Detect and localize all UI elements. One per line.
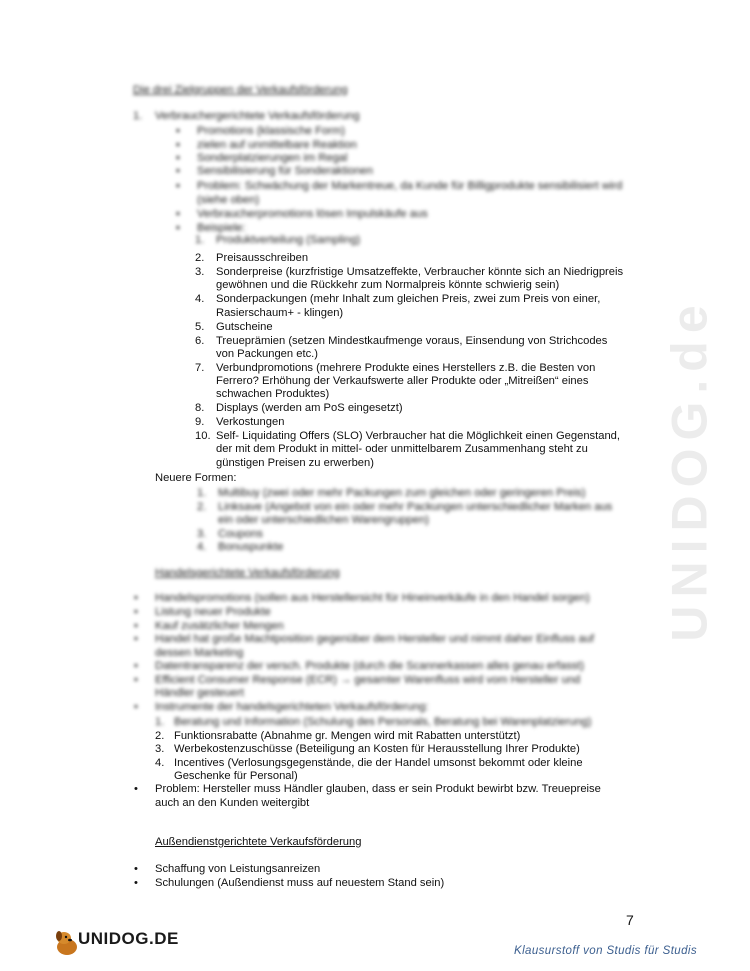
instrument-text: Incentives (Verlosungsgegenstände, die der Handel umsonst bekommt oder kleine	[174, 756, 583, 769]
bullet-marker: •	[134, 783, 138, 795]
bullet-marker: ▪	[176, 180, 180, 192]
newer-number: 4.	[197, 541, 207, 554]
page-number: 7	[626, 912, 634, 928]
section2-bullet: Handel hat große Machtposition gegenüber dem Hersteller und nimmt daher Einfluss auf	[155, 633, 595, 646]
section1-bullet: zielen auf unmittelbare Reaktion	[197, 139, 357, 151]
instrument-number: 1.	[155, 716, 165, 728]
section2-bullet: Instrumente der handelsgerichteten Verkaufsförderung:	[155, 701, 429, 714]
section1-bullet: Promotions (klassische Form)	[197, 125, 345, 137]
unidog-logo	[52, 926, 179, 960]
newer-number: 3.	[197, 527, 207, 540]
section3-title: Außendienstgerichtete Verkaufsförderung	[155, 836, 362, 848]
example-text: Sonderpackungen (mehr Inhalt zum gleichen Preis, zwei zum Preis von einer,	[216, 293, 601, 306]
example-number: 3.	[195, 266, 205, 279]
example-text: Verkostungen	[216, 416, 285, 429]
bullet-marker: •	[134, 619, 138, 632]
example-text: von Packungen etc.)	[216, 347, 318, 360]
example-text: Produktverteilung (Sampling)	[216, 234, 361, 246]
instrument-number: 4.	[155, 756, 165, 769]
section2-bullet: Händler gesteuert	[155, 687, 244, 700]
section1-bullet: Beispiele:	[197, 222, 246, 234]
instrument-text: Geschenke für Personal)	[174, 770, 298, 782]
bullet-marker: •	[134, 605, 138, 618]
section1-bullet: Verbraucherpromotions lösen Impulskäufe aus	[197, 208, 428, 220]
bullet-marker: ▪	[176, 222, 180, 234]
section1-bullet: Problem: Schwächung der Markentreue, da Kunde für Billigprodukte sensibilisiert wird	[197, 180, 623, 192]
example-number: 10.	[195, 430, 211, 443]
bullet-marker: ▪	[176, 125, 180, 137]
instrument-text: Werbekostenzuschüsse (Beteiligung an Kosten für Herausstellung Ihrer Produkte)	[174, 743, 580, 756]
example-text: Gutscheine	[216, 320, 273, 333]
watermark-text: UNIDOG.de	[661, 297, 718, 642]
watermark	[640, 255, 718, 675]
section2-bullet: Efficient Consumer Response (ECR) → gesamter Warenfluss wird vom Hersteller und	[155, 674, 581, 687]
example-text: Verbundpromotions (mehrere Produkte eines Herstellers z.B. die Besten von	[216, 361, 596, 374]
section1-bullet: Sensibilisierung für Sonderaktionen	[197, 165, 374, 177]
example-text: Self- Liquidating Offers (SLO) Verbraucher hat die Möglichkeit einen Gegenstand,	[216, 430, 621, 443]
bullet-marker: ▪	[176, 208, 180, 220]
example-text: Displays (werden am PoS eingesetzt)	[216, 402, 403, 415]
example-number: 1.	[195, 234, 205, 246]
newer-text: Bonuspunkte	[218, 541, 284, 554]
instrument-number: 3.	[155, 743, 165, 756]
example-number: 7.	[195, 361, 205, 374]
bullet-marker: •	[134, 877, 138, 889]
bullet-marker: •	[134, 633, 138, 646]
section2-bullet: Listung neuer Produkte	[155, 605, 271, 618]
bullet-marker: •	[134, 660, 138, 673]
logo-text: UNIDOG.DE	[78, 929, 179, 948]
example-number: 9.	[195, 416, 205, 429]
section3-bullet: Schaffung von Leistungsanreizen	[155, 863, 321, 875]
instrument-text: Funktionsrabatte (Abnahme gr. Mengen wird mit Rabatten unterstützt)	[174, 729, 521, 742]
bullet-marker: •	[134, 592, 138, 604]
section1-title: Verbrauchergerichtete Verkaufsförderung	[155, 110, 360, 122]
newer-text: Linksave (Angebot von ein oder mehr Packungen unterschiedlicher Marken aus	[218, 500, 613, 513]
example-number: 8.	[195, 402, 205, 415]
example-text: günstigen Preisen zu erwerben)	[216, 456, 374, 469]
bullet-marker: ▪	[176, 139, 180, 151]
section3-bullet: Schulungen (Außendienst muss auf neuestem Stand sein)	[155, 877, 445, 889]
example-text: schwachen Produktes)	[216, 388, 330, 401]
newer-number: 1.	[197, 487, 207, 499]
example-text: Rasierschaum+ - klingen)	[216, 306, 344, 319]
example-number: 6.	[195, 334, 205, 347]
section2-bullet: Datentransparenz der versch. Produkte (durch die Scannerkassen alles genau erfasst)	[155, 660, 585, 673]
newer-forms-label: Neuere Formen:	[155, 472, 237, 484]
bullet-marker: •	[134, 674, 138, 687]
example-text: Sonderpreise (kurzfristige Umsatzeffekte, Verbraucher könnte sich an Niedrigpreis	[216, 266, 624, 279]
section2-bullet: Handelspromotions (sollen aus Herstellersicht für Hineinverkäufe in den Handel sorgen)	[155, 592, 590, 604]
example-text: gewöhnen und die Rückkehr zum Normalpreis könnte schwierig sein)	[216, 279, 560, 292]
bullet-marker: ▪	[176, 152, 180, 164]
problem-text: auch an den Kunden weitergibt	[155, 797, 310, 809]
example-number: 4.	[195, 293, 205, 306]
section2-bullet: dessen Marketing	[155, 646, 244, 659]
problem-text: Problem: Hersteller muss Händler glauben, dass er sein Produkt bewirbt bzw. Treuepreise	[155, 783, 601, 795]
example-text: Preisausschreiben	[216, 252, 309, 265]
example-number: 2.	[195, 252, 205, 265]
instrument-number: 2.	[155, 729, 165, 742]
newer-text: Coupons	[218, 527, 263, 540]
example-text: der mit dem Produkt in mittel- oder unmittelbarem Zusammenhang steht zu	[216, 443, 588, 456]
example-number: 5.	[195, 320, 205, 333]
section1-bullet: (siehe oben)	[197, 194, 260, 206]
example-text: Ferrero? Erhöhung der Verkaufswerte aller Produkte oder „Mitreißen“ eines	[216, 375, 589, 387]
section2-title: Handelsgerichtete Verkaufsförderung	[155, 567, 340, 579]
newer-text: ein oder unterschiedlichen Warengruppen)	[218, 513, 430, 526]
bullet-marker: •	[134, 863, 138, 875]
section1-bullet: Sonderplatzierungen im Regal	[197, 152, 348, 164]
page-heading: Die drei Zielgruppen der Verkaufsförderung	[133, 84, 348, 96]
footer-slogan: Klausurstoff von Studis für Studis	[514, 945, 697, 957]
example-text: Treueprämien (setzen Mindestkaufmenge voraus, Einsendung von Strichcodes	[216, 334, 608, 347]
section1-number: 1.	[133, 110, 143, 122]
section2-bullet: Kauf zusätzlicher Mengen	[155, 619, 284, 632]
bullet-marker: •	[134, 701, 138, 714]
bullet-marker: ▪	[176, 165, 180, 177]
instrument-text: Beratung und Information (Schulung des Personals, Beratung bei Warenplatzierung)	[174, 716, 592, 728]
newer-number: 2.	[197, 500, 207, 513]
newer-text: Multibuy (zwei oder mehr Packungen zum gleichen oder geringeren Preis)	[218, 487, 586, 499]
